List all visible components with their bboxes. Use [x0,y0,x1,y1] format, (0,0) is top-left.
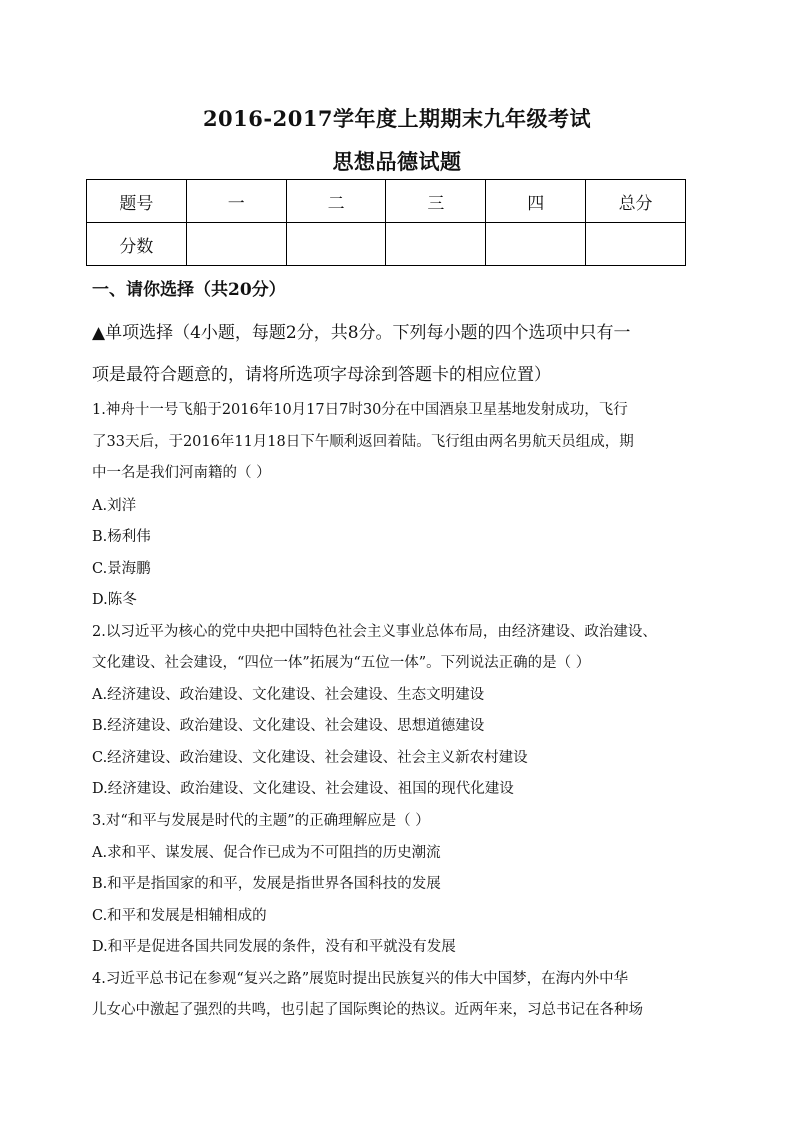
score-table-header-cell: 题号 [87,180,187,223]
exam-subtitle: 思想品德试题 [332,149,462,174]
question-4-stem: 4.习近平总书记在参观“复兴之路”展览时提出民族复兴的伟大中国梦，在海内外中华 [92,971,629,987]
question-1-option-a: A.刘洋 [92,498,137,514]
score-row-label: 分数 [87,223,187,266]
question-2-stem: 文化建设、社会建设，“四位一体”拓展为“五位一体”。下列说法正确的是（ ） [92,655,591,671]
question-1-stem: 了33天后，于2016年11月18日下午顺利返回着陆。飞行组由两名男航天员组成，期 [92,434,634,450]
question-1-option-c: C.景海鹏 [92,561,151,577]
score-table-header-row [87,180,686,223]
score-cell [486,223,586,266]
score-cell [386,223,486,266]
section-heading: 一、请你选择（共20分） [92,280,286,300]
score-table-score-row [87,223,686,266]
question-2-option-c: C.经济建设、政治建设、文化建设、社会建设、社会主义新农村建设 [92,750,528,766]
question-3-option-d: D.和平是促进各国共同发展的条件，没有和平就没有发展 [92,939,456,955]
question-2-stem: 2.以习近平为核心的党中央把中国特色社会主义事业总体布局，由经济建设、政治建设、 [92,624,657,640]
score-table-header-cell: 一 [186,180,286,223]
score-table-header-cell: 总分 [586,180,686,223]
question-2-option-a: A.经济建设、政治建设、文化建设、社会建设、生态文明建设 [92,687,485,703]
question-3-stem: 3.对“和平与发展是时代的主题”的正确理解应是（ ） [92,813,430,829]
score-cell [586,223,686,266]
score-table-header-cell: 二 [286,180,386,223]
score-table [86,179,686,266]
question-3-option-b: B.和平是指国家的和平，发展是指世界各国科技的发展 [92,876,441,892]
question-3-option-c: C.和平和发展是相辅相成的 [92,908,267,924]
score-table-header-cell: 四 [486,180,586,223]
question-1-option-b: B.杨利伟 [92,529,151,545]
question-2-option-d: D.经济建设、政治建设、文化建设、社会建设、祖国的现代化建设 [92,781,514,797]
score-cell [186,223,286,266]
question-2-option-b: B.经济建设、政治建设、文化建设、社会建设、思想道德建设 [92,718,485,734]
instruction-line: ▲单项选择（4小题，每题2分，共8分。下列每小题的四个选项中只有一 [92,323,631,343]
score-table-header-cell: 三 [386,180,486,223]
instruction-line: 项是最符合题意的，请将所选项字母涂到答题卡的相应位置） [92,365,551,385]
question-4-stem: 儿女心中激起了强烈的共鸣，也引起了国际舆论的热议。近两年来，习总书记在各种场 [92,1002,643,1018]
question-1-option-d: D.陈冬 [92,592,137,608]
score-cell [286,223,386,266]
exam-title: 2016-2017学年度上期期末九年级考试 [202,106,592,131]
question-3-option-a: A.求和平、谋发展、促合作已成为不可阻挡的历史潮流 [92,845,441,861]
question-1-stem: 1.神舟十一号飞船于2016年10月17日7时30分在中国酒泉卫星基地发射成功，飞行 [92,402,628,418]
question-1-stem: 中一名是我们河南籍的（ ） [92,465,271,481]
